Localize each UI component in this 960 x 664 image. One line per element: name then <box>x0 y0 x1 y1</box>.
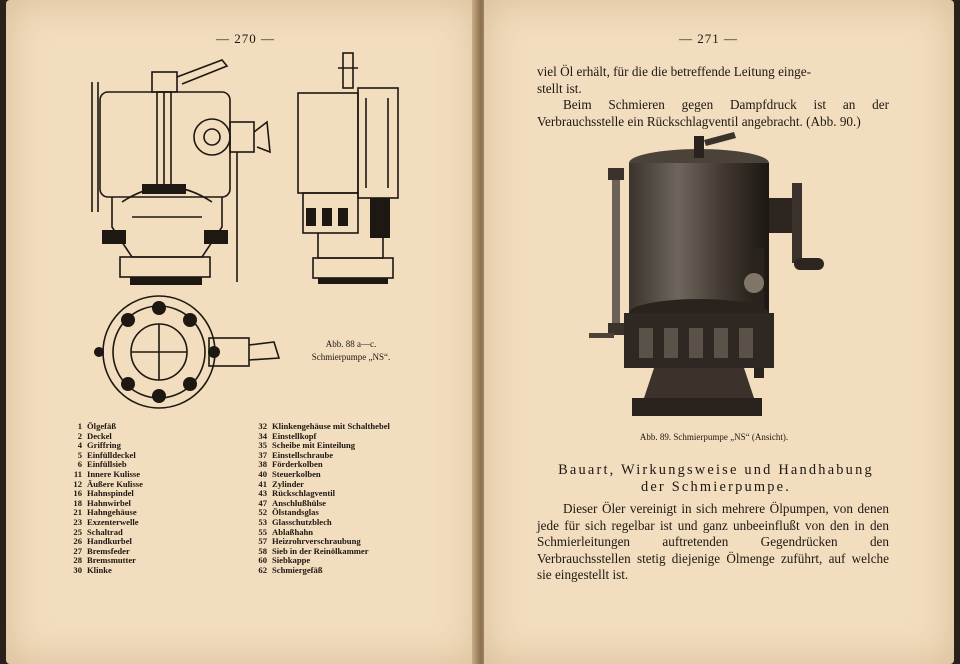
paragraph-line: viel Öl erhält, für die die betreffende Leitung einge- <box>537 64 812 79</box>
paragraph-line: stellt ist. <box>537 80 582 96</box>
legend-number: 11 <box>73 468 82 479</box>
legend-part-name: Siebkappe <box>272 555 311 566</box>
legend-column-1 <box>66 422 246 576</box>
section-heading <box>536 462 896 496</box>
figure-88-caption-line1: Abb. 88 a—c. <box>325 339 377 349</box>
legend-part-name: Hahnspindel <box>87 488 134 499</box>
legend-number: 6 <box>77 459 82 470</box>
legend-part-name: Einstellschraube <box>272 449 334 460</box>
legend-part-name: Einstellkopf <box>272 430 317 441</box>
legend-number: 62 <box>258 564 267 575</box>
legend-part-name: Einfülldeckel <box>87 449 136 460</box>
legend-part-name: Klinkengehäuse mit Schalthebel <box>272 421 390 431</box>
legend-number: 5 <box>77 449 82 460</box>
legend-number: 52 <box>258 507 267 518</box>
legend-part-name: Hahngehäuse <box>87 507 137 518</box>
legend-part-name: Schmiergefäß <box>272 564 323 575</box>
legend-part-name: Schaltrad <box>87 526 123 537</box>
legend-number: 30 <box>73 564 82 575</box>
legend-number: 23 <box>73 516 82 527</box>
legend-part-name: Deckel <box>87 430 112 441</box>
legend-number: 34 <box>258 430 267 441</box>
legend-number: 26 <box>73 536 82 547</box>
legend-part-name: Ölgefäß <box>87 421 117 431</box>
right-page <box>484 0 954 664</box>
legend-part-name: Handkurbel <box>87 536 132 547</box>
legend-number: 40 <box>258 468 267 479</box>
legend-part-name: Steuerkolben <box>272 468 321 479</box>
paragraph-check-valve: Beim Schmieren gegen Dampfdruck ist an der Verbrauchsstelle ein Rückschlagventil angebracht. (Abb. 90.) <box>537 97 889 129</box>
legend-number: 16 <box>73 488 82 499</box>
legend-number: 35 <box>258 440 267 451</box>
legend-part-name: Anschlußhülse <box>272 497 326 508</box>
legend-number: 37 <box>258 449 267 460</box>
page-number-right: — 271 — <box>679 31 738 46</box>
legend-number: 2 <box>77 430 82 441</box>
legend-part-name: Griffring <box>87 440 121 451</box>
legend-part-name: Exzenterwelle <box>87 516 139 527</box>
legend-part-name: Bremsmutter <box>87 555 136 566</box>
legend-number: 57 <box>258 536 267 547</box>
legend-number: 27 <box>73 545 82 556</box>
legend-part-name: Glasschutzblech <box>272 516 332 527</box>
legend-number: 41 <box>258 478 267 489</box>
legend-number: 32 <box>258 421 267 431</box>
figure-88-caption <box>296 338 406 364</box>
figure-89-caption: Abb. 89. Schmierpumpe „NS“ (Ansicht). <box>639 432 789 442</box>
legend-number: 1 <box>77 421 82 431</box>
legend-number: 25 <box>73 526 82 537</box>
legend-part-name: Förderkolben <box>272 459 323 470</box>
legend-number: 58 <box>258 545 267 556</box>
section-drawing-a <box>72 52 277 292</box>
legend-part-name: Äußere Kulisse <box>87 478 143 489</box>
legend-part-name: Ölstandsglas <box>272 507 319 518</box>
pump-photo <box>584 128 844 428</box>
legend-number: 60 <box>258 555 267 566</box>
legend-number: 18 <box>73 497 82 508</box>
legend-part-name: Klinke <box>87 564 112 575</box>
legend-number: 43 <box>258 488 267 499</box>
legend-part-name: Rückschlagventil <box>272 488 336 499</box>
legend-entry <box>66 566 246 576</box>
legend-part-name: Heizrohrverschraubung <box>272 536 361 547</box>
paragraph-continued <box>537 64 889 130</box>
legend-number: 55 <box>258 526 267 537</box>
paragraph-design-text: Dieser Öler vereinigt in sich mehrere Ölpumpen, von denen jede für sich regelbar ist und ganz unbeeinflußt von den in den Schmierleitungen auftretenden Gegendrücken den Verbrauchsstellen stetig diejenige Ölmenge zuführt, auf welche sie eingestellt ist. <box>537 501 889 583</box>
legend-number: 38 <box>258 459 267 470</box>
figure-88-caption-line2: Schmierpumpe „NS“. <box>311 352 391 362</box>
paragraph-design <box>537 501 889 584</box>
legend-part-name: Innere Kulisse <box>87 468 141 479</box>
legend-part-name: Scheibe mit Einteilung <box>272 440 356 451</box>
left-page <box>6 0 478 664</box>
legend-number: 28 <box>73 555 82 566</box>
legend-part-name: Bremsfeder <box>87 545 130 556</box>
legend-number: 53 <box>258 516 267 527</box>
legend-part-name: Hahnwirbel <box>87 497 131 508</box>
legend-column-2 <box>251 422 461 576</box>
legend-number: 4 <box>77 440 82 451</box>
plan-drawing-c <box>84 290 289 420</box>
legend-part-name: Sieb in der Reinölkammer <box>272 545 369 556</box>
legend-part-name: Zylinder <box>272 478 304 489</box>
section-heading-line2: der Schmierpumpe. <box>640 479 792 495</box>
legend-part-name: Ablaßhahn <box>272 526 314 537</box>
exterior-drawing-b <box>288 48 418 293</box>
section-heading-line1: Bauart, Wirkungsweise und Handhabung <box>558 462 874 478</box>
legend-entry <box>251 566 461 576</box>
legend-number: 47 <box>258 497 267 508</box>
legend-number: 12 <box>73 478 82 489</box>
legend-part-name: Einfüllsieb <box>87 459 127 470</box>
legend-number: 21 <box>73 507 82 518</box>
page-number-left: — 270 — <box>216 31 275 46</box>
